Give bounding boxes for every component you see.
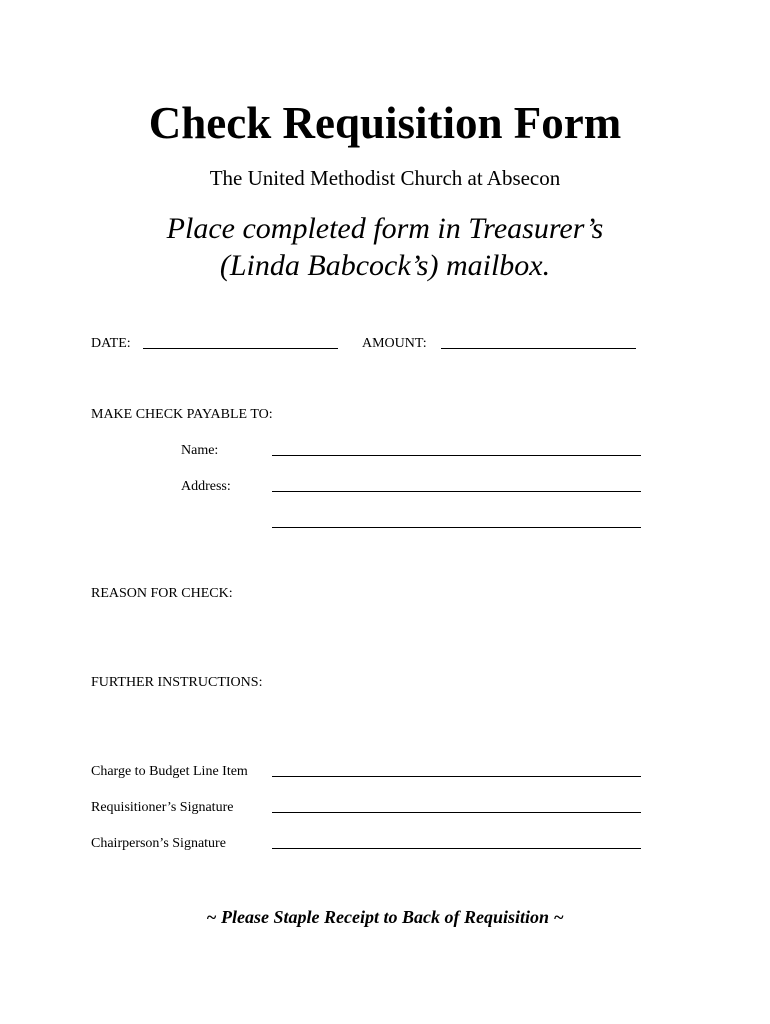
date-label: DATE: (91, 336, 131, 351)
amount-field[interactable] (441, 348, 636, 349)
chairperson-signature-field[interactable] (272, 848, 641, 849)
further-instructions-label: FURTHER INSTRUCTIONS: (91, 675, 263, 690)
address-label: Address: (181, 479, 231, 494)
name-field[interactable] (272, 455, 641, 456)
name-label: Name: (181, 443, 219, 458)
staple-receipt-note: ~ Please Staple Receipt to Back of Requisition ~ (206, 907, 564, 927)
requisitioner-signature-label: Requisitioner’s Signature (91, 800, 234, 815)
requisitioner-signature-field[interactable] (272, 812, 641, 813)
reason-label: REASON FOR CHECK: (91, 586, 233, 601)
submission-instruction (0, 210, 770, 284)
budget-line-label: Charge to Budget Line Item (91, 764, 248, 779)
form-title: Check Requisition Form (148, 98, 622, 148)
payable-to-label: MAKE CHECK PAYABLE TO: (91, 407, 273, 422)
address-field-line-1[interactable] (272, 491, 641, 492)
instruction-line-1: Place completed form in Treasurer’s (166, 212, 604, 245)
address-field-line-2[interactable] (272, 527, 641, 528)
date-field[interactable] (143, 348, 338, 349)
chairperson-signature-label: Chairperson’s Signature (91, 836, 226, 851)
budget-line-field[interactable] (272, 776, 641, 777)
church-name: The United Methodist Church at Absecon (209, 166, 561, 190)
instruction-line-2: (Linda Babcock’s) mailbox. (219, 249, 551, 282)
amount-label: AMOUNT: (362, 336, 427, 351)
